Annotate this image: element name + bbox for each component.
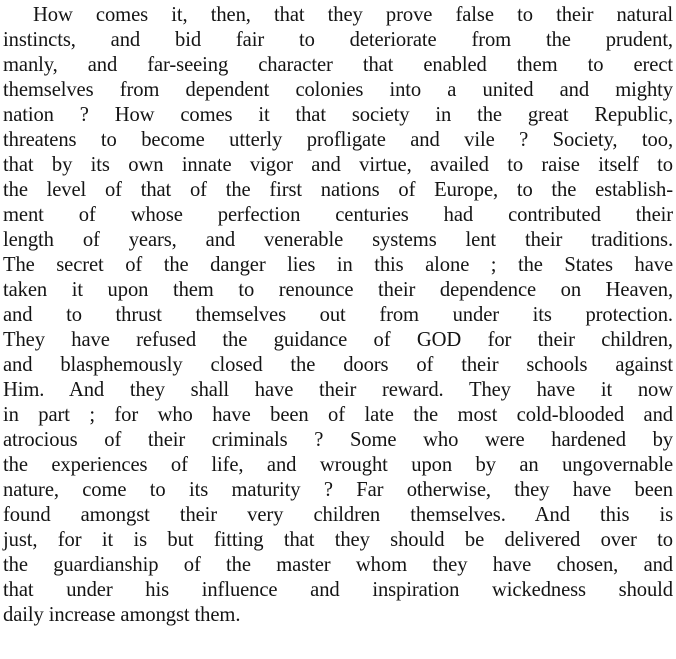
text-line-16: Him. And they shall have their reward. They have it now	[3, 379, 673, 401]
text-line-24: that under his influence and inspiration wickedness should	[3, 579, 673, 601]
text-line-18: atrocious of their criminals ? Some who were hardened by	[3, 429, 673, 451]
text-line-6: threatens to become utterly profligate and vile ? Society, too,	[3, 129, 673, 151]
text-line-4: themselves from dependent colonies into a united and mighty	[3, 79, 673, 101]
text-line-21: found amongst their very children themselves. And this is	[3, 504, 673, 526]
text-line-14: They have refused the guidance of GOD for their children,	[3, 329, 673, 351]
text-line-22: just, for it is but fitting that they should be delivered over to	[3, 529, 673, 551]
text-line-3: manly, and far-seeing character that enabled them to erect	[3, 54, 673, 76]
text-line-10: length of years, and venerable systems lent their traditions.	[3, 229, 673, 251]
text-line-2: instincts, and bid fair to deteriorate from the prudent,	[3, 29, 673, 51]
text-line-1: How comes it, then, that they prove false to their natural	[33, 4, 673, 26]
text-line-11: The secret of the danger lies in this alone ; the States have	[3, 254, 673, 276]
text-line-15: and blasphemously closed the doors of their schools against	[3, 354, 673, 376]
text-line-8: the level of that of the first nations of Europe, to the establish-	[3, 179, 673, 201]
text-line-7: that by its own innate vigor and virtue, availed to raise itself to	[3, 154, 673, 176]
text-line-13: and to thrust themselves out from under its protection.	[3, 304, 673, 326]
text-line-23: the guardianship of the master whom they have chosen, and	[3, 554, 673, 576]
text-line-20: nature, come to its maturity ? Far otherwise, they have been	[3, 479, 673, 501]
text-line-25: daily increase amongst them.	[3, 604, 241, 626]
text-line-12: taken it upon them to renounce their dependence on Heaven,	[3, 279, 673, 301]
text-line-17: in part ; for who have been of late the most cold-blooded and	[3, 404, 673, 426]
text-line-5: nation ? How comes it that society in the great Republic,	[3, 104, 673, 126]
text-line-9: ment of whose perfection centuries had contributed their	[3, 204, 673, 226]
text-line-19: the experiences of life, and wrought upon by an ungovernable	[3, 454, 673, 476]
document-page	[3, 0, 673, 659]
